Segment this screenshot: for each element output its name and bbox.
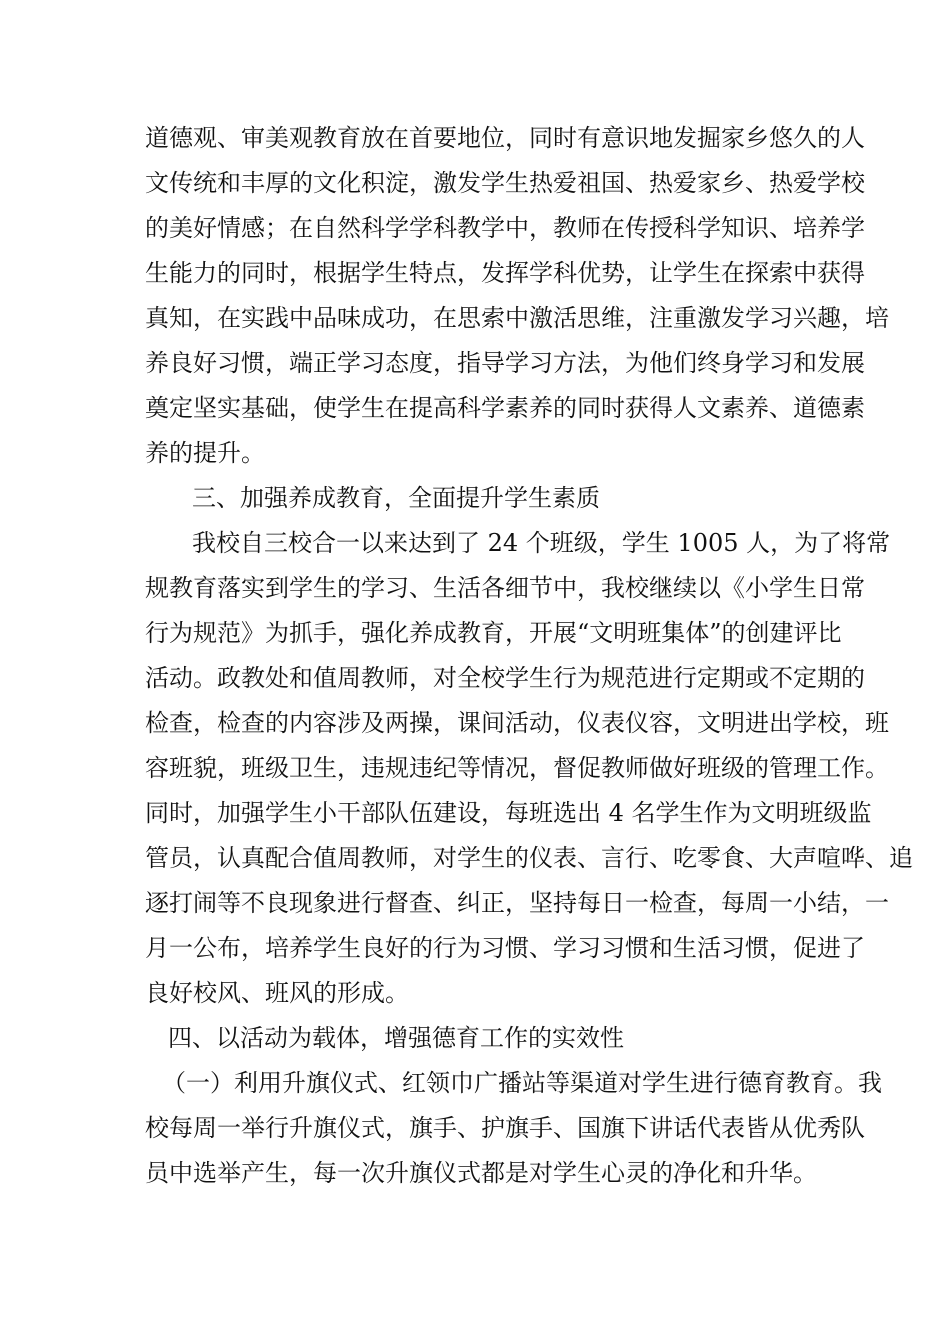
section-heading: 四、以活动为载体，增强德育工作的实效性: [168, 1024, 624, 1052]
paragraph-line: 我校自三校合一以来达到了 24 个班级，学生 1005 人，为了将常: [192, 529, 891, 557]
paragraph-line: 检查，检查的内容涉及两操，课间活动，仪表仪容，文明进出学校，班: [145, 709, 889, 737]
paragraph-line: 养良好习惯，端正学习态度，指导学习方法，为他们终身学习和发展: [145, 349, 865, 377]
paragraph-line: 逐打闹等不良现象进行督查、纠正，坚持每日一检查，每周一小结，一: [145, 889, 889, 917]
paragraph-line: 良好校风、班风的形成。: [145, 979, 409, 1007]
paragraph-line: 生能力的同时，根据学生特点，发挥学科优势，让学生在探索中获得: [145, 259, 865, 287]
paragraph-line: 容班貌，班级卫生，违规违纪等情况，督促教师做好班级的管理工作。: [145, 754, 889, 782]
paragraph-line: 奠定坚实基础，使学生在提高科学素养的同时获得人文素养、道德素: [145, 394, 865, 422]
paragraph-line: 养的提升。: [145, 439, 265, 467]
paragraph-line: 道德观、审美观教育放在首要地位，同时有意识地发掘家乡悠久的人: [145, 124, 865, 152]
paragraph-line: 同时，加强学生小干部队伍建设，每班选出 4 名学生作为文明班级监: [145, 799, 872, 827]
paragraph-line: 的美好情感；在自然科学学科教学中，教师在传授科学知识、培养学: [145, 214, 865, 242]
paragraph-line: 真知，在实践中品味成功，在思索中激活思维，注重激发学习兴趣，培: [145, 304, 889, 332]
paragraph-line: 员中选举产生，每一次升旗仪式都是对学生心灵的净化和升华。: [145, 1159, 817, 1187]
paragraph-line: （一）利用升旗仪式、红领巾广播站等渠道对学生进行德育教育。我: [162, 1069, 882, 1097]
paragraph-line: 规教育落实到学生的学习、生活各细节中，我校继续以《小学生日常: [145, 574, 865, 602]
section-heading: 三、加强养成教育，全面提升学生素质: [192, 484, 600, 512]
paragraph-line: 月一公布，培养学生良好的行为习惯、学习习惯和生活习惯，促进了: [145, 934, 865, 962]
paragraph-line: 文传统和丰厚的文化积淀，激发学生热爱祖国、热爱家乡、热爱学校: [145, 169, 865, 197]
paragraph-line: 校每周一举行升旗仪式，旗手、护旗手、国旗下讲话代表皆从优秀队: [145, 1114, 865, 1142]
paragraph-line: 活动。政教处和值周教师，对全校学生行为规范进行定期或不定期的: [145, 664, 865, 692]
paragraph-line: 行为规范》为抓手，强化养成教育，开展“文明班集体”的创建评比: [145, 619, 842, 647]
paragraph-line: 管员，认真配合值周教师，对学生的仪表、言行、吃零食、大声喧哗、追: [145, 844, 913, 872]
